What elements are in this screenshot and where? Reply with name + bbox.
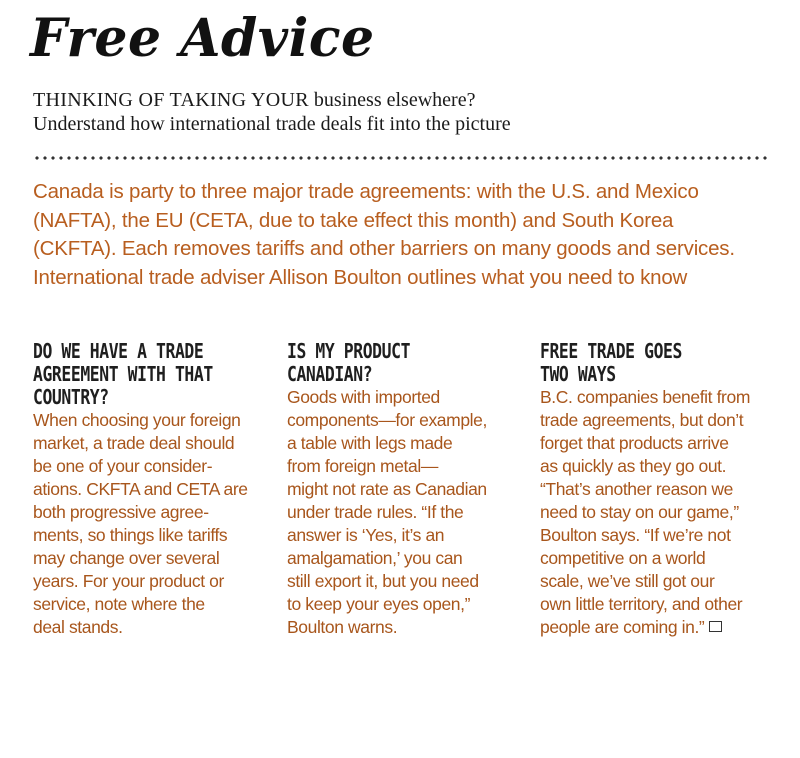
- body-line: B.C. companies benefit from: [540, 387, 750, 407]
- body-line: market, a trade deal should: [33, 433, 235, 453]
- heading-line: FREE TRADE GOES: [540, 339, 682, 363]
- column-free-trade-two-ways: [540, 340, 780, 639]
- body-line-last-text: people are coming in.”: [540, 617, 705, 637]
- body-line: When choosing your foreign: [33, 410, 241, 430]
- body-line: competitive on a world: [540, 548, 706, 568]
- body-line: still export it, but you need: [287, 571, 479, 591]
- body-line: amalgamation,’ you can: [287, 548, 463, 568]
- dotted-divider: [33, 155, 770, 161]
- column-trade-agreement: [33, 340, 263, 639]
- body-line: scale, we’ve still got our: [540, 571, 715, 591]
- column-body: [540, 386, 780, 639]
- body-line: under trade rules. “If the: [287, 502, 464, 522]
- body-line: “That’s another reason we: [540, 479, 733, 499]
- body-line: need to stay on our game,”: [540, 502, 739, 522]
- column-body: [33, 409, 263, 639]
- body-line-last: [540, 616, 780, 639]
- heading-line: AGREEMENT WITH THAT: [33, 362, 213, 386]
- heading-line: COUNTRY?: [33, 385, 109, 409]
- intro-paragraph: [33, 178, 778, 292]
- intro-line: (CKFTA). Each removes tariffs and other barriers on many goods and services.: [33, 237, 735, 260]
- kicker-line-1: [33, 88, 773, 112]
- body-line: might not rate as Canadian: [287, 479, 487, 499]
- kicker-caps: THINKING OF TAKING YOUR: [33, 89, 309, 111]
- column-heading: [540, 340, 737, 386]
- kicker-line-1-rest: business elsewhere?: [308, 89, 476, 111]
- column-body: [287, 386, 517, 639]
- body-line: trade agreements, but don’t: [540, 410, 744, 430]
- body-line: ments, so things like tariffs: [33, 525, 228, 545]
- body-line: Goods with imported: [287, 387, 440, 407]
- body-line: as quickly as they go out.: [540, 456, 727, 476]
- column-heading: [33, 340, 222, 409]
- intro-line: (NAFTA), the EU (CETA, due to take effect this month) and South Korea: [33, 208, 674, 232]
- body-line: be one of your consider-: [33, 456, 213, 476]
- body-line: Boulton warns.: [287, 617, 398, 637]
- body-line: forget that products arrive: [540, 433, 729, 453]
- body-line: may change over several: [33, 548, 220, 568]
- heading-line: CANADIAN?: [287, 362, 373, 386]
- body-line: both progressive agree-: [33, 502, 209, 522]
- body-line: deal stands.: [33, 617, 123, 637]
- body-line: components—for example,: [287, 410, 487, 430]
- heading-line: IS MY PRODUCT: [287, 339, 411, 363]
- page-title: Free Advice: [30, 8, 375, 69]
- body-line: years. For your product or: [33, 571, 224, 591]
- body-line: ations. CKFTA and CETA are: [33, 479, 248, 499]
- heading-line: DO WE HAVE A TRADE: [33, 339, 204, 363]
- end-of-article-box-icon: [709, 621, 722, 632]
- body-line: answer is ‘Yes, it’s an: [287, 525, 445, 545]
- intro-line: Canada is party to three major trade agreements: with the U.S. and Mexico: [33, 180, 699, 203]
- body-line: from foreign metal—: [287, 456, 438, 476]
- body-line: Boulton says. “If we’re not: [540, 525, 731, 545]
- intro-line: International trade adviser Allison Boulton outlines what you need to know: [33, 265, 688, 289]
- body-line: service, note where the: [33, 594, 205, 614]
- body-line: own little territory, and other: [540, 594, 743, 614]
- column-product-canadian: [287, 340, 517, 639]
- column-heading: [287, 340, 476, 386]
- heading-line: TWO WAYS: [540, 362, 616, 386]
- body-line: to keep your eyes open,”: [287, 594, 471, 614]
- kicker-line-2: Understand how international trade deals fit into the picture: [33, 113, 511, 135]
- kicker: [33, 88, 773, 136]
- body-line: a table with legs made: [287, 433, 453, 453]
